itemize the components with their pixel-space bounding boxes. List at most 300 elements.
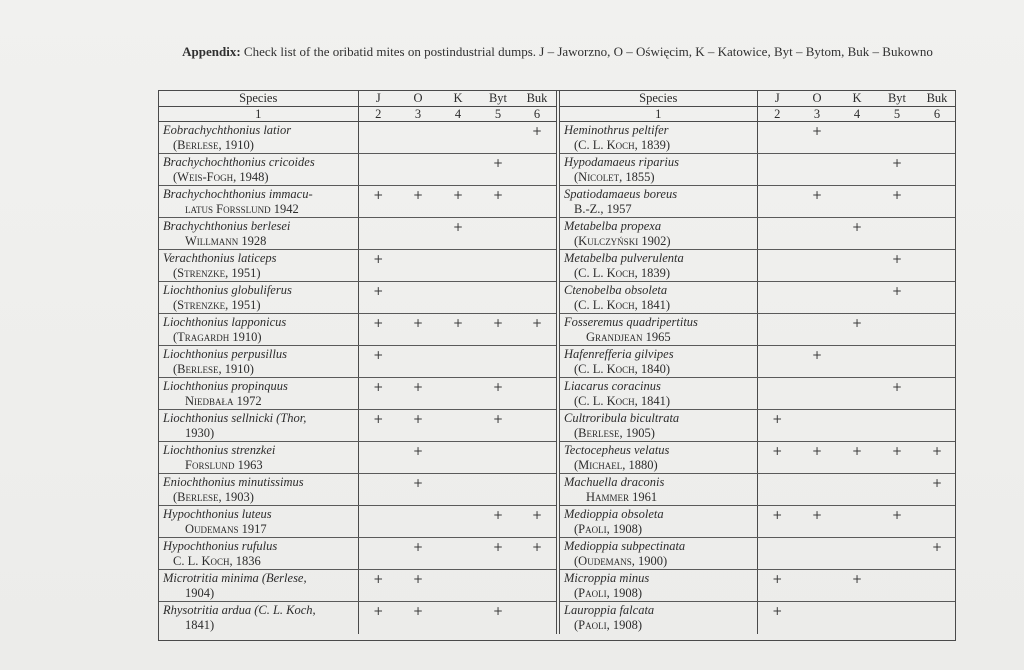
presence-mark xyxy=(438,154,478,186)
species-name: Liochthonius strenzkei xyxy=(163,443,276,457)
species-cell-left xyxy=(159,506,358,538)
caption-text: Check list of the oribatid mites on postindustrial dumps. J – Jaworzno, O – Oświęcim, K – Katowice, Byt – Bytom, Buk – Bukowno xyxy=(243,44,933,59)
presence-mark xyxy=(518,346,558,378)
species-cell-right xyxy=(558,250,757,282)
presence-mark xyxy=(398,346,438,378)
species-cell-right xyxy=(558,218,757,250)
species-name: Ctenobelba obsoleta xyxy=(564,283,668,297)
presence-mark: + xyxy=(412,604,424,618)
species-cell-left xyxy=(159,314,358,346)
table-row xyxy=(159,570,956,602)
presence-mark xyxy=(358,122,398,154)
presence-mark: + xyxy=(358,282,398,314)
presence-mark xyxy=(478,474,518,506)
table-row xyxy=(159,506,956,538)
presence-mark xyxy=(797,154,837,186)
presence-mark: + xyxy=(373,604,384,618)
caption-label: Appendix: xyxy=(182,44,241,59)
species-cell-left xyxy=(159,602,358,634)
presence-mark: + xyxy=(492,604,504,618)
presence-mark xyxy=(877,538,917,570)
species-name: Fosseremus quadripertitus xyxy=(564,315,698,329)
species-author: (Oudemans, 1900) xyxy=(574,554,668,568)
presence-mark xyxy=(757,186,797,218)
presence-mark: + xyxy=(917,474,956,506)
presence-mark xyxy=(358,442,398,474)
presence-mark: + xyxy=(478,314,518,346)
presence-mark: + xyxy=(877,442,917,474)
species-author: (Strenzke, 1951) xyxy=(173,266,261,280)
species-cell-right xyxy=(558,442,757,474)
species-author: (Michael, 1880) xyxy=(574,458,658,472)
presence-mark xyxy=(358,538,398,570)
presence-mark xyxy=(877,122,917,154)
species-author: (Berlese, 1910) xyxy=(173,138,254,152)
column-number-row xyxy=(159,107,956,122)
presence-mark xyxy=(518,186,558,218)
presence-mark xyxy=(877,218,917,250)
presence-mark xyxy=(917,602,956,634)
presence-mark xyxy=(797,602,837,634)
presence-mark xyxy=(877,570,917,602)
presence-mark xyxy=(917,314,956,346)
presence-mark xyxy=(797,378,837,410)
presence-mark xyxy=(438,602,478,634)
species-author: 1841) xyxy=(185,618,215,632)
col-num-4-left: 4 xyxy=(438,107,478,122)
presence-mark xyxy=(358,154,398,186)
presence-mark xyxy=(837,282,877,314)
species-name: Machuella draconis xyxy=(564,475,665,489)
species-author: 1930) xyxy=(185,426,215,440)
species-cell-left xyxy=(159,218,358,250)
species-author: (Berlese, 1910) xyxy=(173,362,254,376)
presence-mark xyxy=(438,474,478,506)
presence-mark xyxy=(358,474,398,506)
species-name: Liochthonius sellnicki (Thor, xyxy=(163,411,307,425)
header-site-byt-left: Byt xyxy=(478,91,518,107)
presence-mark: + xyxy=(398,410,438,442)
species-name: Metabelba pulverulenta xyxy=(564,251,684,265)
presence-mark xyxy=(398,154,438,186)
presence-mark: + xyxy=(877,186,917,218)
presence-mark xyxy=(757,346,797,378)
header-site-k-left: K xyxy=(438,91,478,107)
presence-mark xyxy=(757,474,797,506)
presence-mark xyxy=(438,538,478,570)
presence-mark: + xyxy=(797,346,837,378)
species-name: Hafenrefferia gilvipes xyxy=(564,347,674,361)
species-author: (Strenzke, 1951) xyxy=(173,298,261,312)
table-row xyxy=(159,378,956,410)
presence-mark xyxy=(757,378,797,410)
table-row xyxy=(159,250,956,282)
species-author: Niedbała 1972 xyxy=(185,394,262,408)
presence-mark xyxy=(398,250,438,282)
presence-mark: + xyxy=(478,154,518,186)
presence-mark xyxy=(757,218,797,250)
presence-mark xyxy=(837,250,877,282)
presence-mark: + xyxy=(398,570,438,602)
species-author: (C. L. Koch, 1839) xyxy=(574,138,671,152)
presence-mark xyxy=(438,122,478,154)
table-row xyxy=(159,410,956,442)
presence-mark xyxy=(478,282,518,314)
species-name: Liacarus coracinus xyxy=(564,379,661,393)
presence-mark: + xyxy=(478,186,518,218)
presence-mark xyxy=(797,538,837,570)
presence-mark xyxy=(518,570,558,602)
presence-mark xyxy=(438,410,478,442)
header-species-right: Species xyxy=(558,91,757,107)
species-author: Grandjean 1965 xyxy=(586,330,671,344)
presence-mark xyxy=(837,602,877,634)
species-author: (Berlese, 1905) xyxy=(574,426,655,440)
presence-mark: + xyxy=(917,442,956,474)
presence-mark xyxy=(398,282,438,314)
presence-mark: + xyxy=(398,538,438,570)
species-name: Cultroribula bicultrata xyxy=(564,411,680,425)
presence-mark xyxy=(757,250,797,282)
species-name: Lauroppia falcata xyxy=(564,603,655,617)
presence-mark xyxy=(917,218,956,250)
presence-mark xyxy=(518,218,558,250)
species-name: Eobrachychthonius latior xyxy=(163,123,292,137)
species-author: Hammer 1961 xyxy=(586,490,658,504)
col-num-1-right: 1 xyxy=(558,107,757,122)
presence-mark: + xyxy=(438,218,478,250)
table-caption xyxy=(150,43,965,60)
species-cell-right xyxy=(558,602,757,634)
presence-mark xyxy=(837,154,877,186)
presence-mark: + xyxy=(837,314,877,346)
species-author: (Nicolet, 1855) xyxy=(574,170,655,184)
table-body xyxy=(159,122,956,634)
presence-mark: + xyxy=(797,186,837,218)
species-name: Medioppia subpectinata xyxy=(564,539,686,553)
presence-mark xyxy=(917,570,956,602)
checklist-table xyxy=(159,91,956,634)
presence-mark: + xyxy=(797,442,837,474)
species-author: latus Forsslund 1942 xyxy=(185,202,299,216)
presence-mark xyxy=(837,506,877,538)
species-author: 1904) xyxy=(185,586,215,600)
presence-mark xyxy=(917,410,956,442)
presence-mark: + xyxy=(358,250,398,282)
table-row xyxy=(159,474,956,506)
presence-mark xyxy=(917,250,956,282)
presence-mark: + xyxy=(438,314,478,346)
presence-mark: + xyxy=(757,442,797,474)
species-cell-left xyxy=(159,154,358,186)
species-name: Verachthonius laticeps xyxy=(163,251,277,265)
presence-mark xyxy=(917,506,956,538)
presence-mark: + xyxy=(518,506,558,538)
presence-mark xyxy=(917,154,956,186)
header-species-left: Species xyxy=(159,91,358,107)
table-row xyxy=(159,218,956,250)
presence-mark xyxy=(837,186,877,218)
presence-mark: + xyxy=(797,122,837,154)
presence-mark xyxy=(518,602,558,634)
presence-mark xyxy=(478,250,518,282)
presence-mark xyxy=(877,410,917,442)
species-author: (Berlese, 1903) xyxy=(173,490,254,504)
presence-mark xyxy=(518,378,558,410)
species-cell-left xyxy=(159,442,358,474)
species-cell-right xyxy=(558,538,757,570)
presence-mark xyxy=(837,474,877,506)
presence-mark: + xyxy=(358,314,398,346)
header-site-k-right: K xyxy=(837,91,877,107)
presence-mark xyxy=(797,570,837,602)
presence-mark: + xyxy=(518,314,558,346)
species-name: Hypochthonius luteus xyxy=(163,507,272,521)
species-cell-right xyxy=(558,378,757,410)
presence-mark xyxy=(398,506,438,538)
presence-mark xyxy=(797,410,837,442)
presence-mark xyxy=(917,122,956,154)
species-cell-right xyxy=(558,122,757,154)
species-cell-left xyxy=(159,186,358,218)
species-cell-left xyxy=(159,474,358,506)
table-row xyxy=(159,186,956,218)
presence-mark xyxy=(757,314,797,346)
species-name: Brachychthonius berlesei xyxy=(163,219,291,233)
presence-mark xyxy=(797,282,837,314)
species-author: (Weis-Fogh, 1948) xyxy=(173,170,269,184)
header-site-j-right: J xyxy=(757,91,797,107)
presence-mark xyxy=(518,410,558,442)
presence-mark xyxy=(398,218,438,250)
species-name: Microppia minus xyxy=(564,571,650,585)
presence-mark xyxy=(917,378,956,410)
col-num-1-left: 1 xyxy=(159,107,358,122)
presence-mark: + xyxy=(917,538,956,570)
header-row xyxy=(159,91,956,107)
species-cell-left xyxy=(159,378,358,410)
presence-mark xyxy=(518,250,558,282)
presence-mark xyxy=(518,474,558,506)
species-name: Microtritia minima (Berlese, xyxy=(163,571,307,585)
species-author: (C. L. Koch, 1840) xyxy=(574,362,671,376)
species-cell-left xyxy=(159,570,358,602)
presence-mark: + xyxy=(398,442,438,474)
presence-mark xyxy=(797,474,837,506)
col-num-5-right: 5 xyxy=(877,107,917,122)
col-num-2-left: 2 xyxy=(358,107,398,122)
presence-mark xyxy=(877,474,917,506)
species-cell-right xyxy=(558,410,757,442)
species-cell-right xyxy=(558,282,757,314)
presence-mark xyxy=(518,442,558,474)
table-row xyxy=(159,602,956,634)
presence-mark xyxy=(398,122,438,154)
presence-mark: + xyxy=(478,410,518,442)
species-author: B.-Z., 1957 xyxy=(574,202,632,216)
species-name: Metabelba propexa xyxy=(564,219,662,233)
col-num-6-left: 6 xyxy=(518,107,558,122)
species-cell-right xyxy=(558,314,757,346)
presence-mark xyxy=(877,602,917,634)
presence-mark: + xyxy=(438,186,478,218)
species-author: (Kulczyński 1902) xyxy=(574,234,671,248)
species-author: (Paoli, 1908) xyxy=(574,618,643,632)
species-table xyxy=(158,90,956,641)
species-cell-left xyxy=(159,250,358,282)
species-name: Hypochthonius rufulus xyxy=(163,539,278,553)
presence-mark: + xyxy=(877,506,917,538)
species-cell-left xyxy=(159,122,358,154)
presence-mark: + xyxy=(398,474,438,506)
presence-mark xyxy=(837,410,877,442)
header-site-buk-left: Buk xyxy=(518,91,558,107)
presence-mark xyxy=(438,442,478,474)
presence-mark xyxy=(438,378,478,410)
species-author: (Tragardh 1910) xyxy=(173,330,262,344)
header-site-byt-right: Byt xyxy=(877,91,917,107)
header-site-buk-right: Buk xyxy=(917,91,956,107)
presence-mark: + xyxy=(518,122,558,154)
presence-mark xyxy=(518,282,558,314)
col-num-2-right: 2 xyxy=(757,107,797,122)
species-name: Medioppia obsoleta xyxy=(564,507,664,521)
col-num-3-left: 3 xyxy=(398,107,438,122)
species-author: (Paoli, 1908) xyxy=(574,522,643,536)
presence-mark: + xyxy=(358,378,398,410)
header-site-o-left: O xyxy=(398,91,438,107)
species-author: Forslund 1963 xyxy=(185,458,263,472)
species-cell-right xyxy=(558,506,757,538)
header-site-j-left: J xyxy=(358,91,398,107)
presence-mark xyxy=(797,314,837,346)
presence-mark xyxy=(478,442,518,474)
species-cell-right xyxy=(558,186,757,218)
presence-mark: + xyxy=(877,378,917,410)
presence-mark xyxy=(518,154,558,186)
species-cell-right xyxy=(558,570,757,602)
presence-mark: + xyxy=(757,410,797,442)
species-author: C. L. Koch, 1836 xyxy=(173,554,261,568)
presence-mark: + xyxy=(398,186,438,218)
presence-mark: + xyxy=(797,506,837,538)
species-cell-left xyxy=(159,282,358,314)
presence-mark xyxy=(757,122,797,154)
species-name: Tectocepheus velatus xyxy=(564,443,670,457)
species-name: Brachychochthonius cricoides xyxy=(163,155,315,169)
presence-mark xyxy=(877,314,917,346)
presence-mark: + xyxy=(478,538,518,570)
presence-mark xyxy=(757,282,797,314)
table-row xyxy=(159,314,956,346)
presence-mark: + xyxy=(358,410,398,442)
species-author: (C. L. Koch, 1839) xyxy=(574,266,671,280)
presence-mark xyxy=(438,346,478,378)
species-author: (Paoli, 1908) xyxy=(574,586,643,600)
species-author: Oudemans 1917 xyxy=(185,522,267,536)
species-cell-left xyxy=(159,410,358,442)
presence-mark: + xyxy=(478,506,518,538)
table-row xyxy=(159,538,956,570)
presence-mark: + xyxy=(478,378,518,410)
species-name: Liochthonius lapponicus xyxy=(163,315,287,329)
presence-mark xyxy=(797,250,837,282)
species-name: Liochthonius propinquus xyxy=(163,379,288,393)
species-name: Brachychochthonius immacu- xyxy=(163,187,313,201)
presence-mark: + xyxy=(772,604,783,618)
presence-mark: + xyxy=(398,378,438,410)
presence-mark xyxy=(358,218,398,250)
presence-mark xyxy=(438,282,478,314)
species-name: Heminothrus peltifer xyxy=(564,123,669,137)
presence-mark: + xyxy=(358,346,398,378)
presence-mark xyxy=(478,122,518,154)
presence-mark: + xyxy=(358,570,398,602)
presence-mark xyxy=(478,218,518,250)
presence-mark: + xyxy=(877,250,917,282)
presence-mark: + xyxy=(877,282,917,314)
table-row xyxy=(159,122,956,154)
species-cell-left xyxy=(159,538,358,570)
presence-mark xyxy=(438,250,478,282)
species-cell-right xyxy=(558,346,757,378)
presence-mark xyxy=(438,506,478,538)
species-name: Eniochthonius minutissimus xyxy=(163,475,304,489)
species-name: Spatiodamaeus boreus xyxy=(564,187,678,201)
presence-mark xyxy=(797,218,837,250)
presence-mark xyxy=(478,570,518,602)
species-cell-right xyxy=(558,474,757,506)
table-row xyxy=(159,346,956,378)
presence-mark xyxy=(478,346,518,378)
presence-mark: + xyxy=(398,314,438,346)
species-cell-right xyxy=(558,154,757,186)
presence-mark: + xyxy=(518,538,558,570)
species-name: Liochthonius globuliferus xyxy=(163,283,292,297)
species-cell-left xyxy=(159,346,358,378)
presence-mark xyxy=(877,346,917,378)
presence-mark xyxy=(358,506,398,538)
table-row xyxy=(159,442,956,474)
col-num-3-right: 3 xyxy=(797,107,837,122)
presence-mark xyxy=(438,570,478,602)
presence-mark: + xyxy=(757,506,797,538)
presence-mark: + xyxy=(877,154,917,186)
presence-mark: + xyxy=(837,570,877,602)
col-num-5-left: 5 xyxy=(478,107,518,122)
presence-mark: + xyxy=(757,570,797,602)
species-author: (C. L. Koch, 1841) xyxy=(574,394,671,408)
presence-mark xyxy=(757,538,797,570)
col-num-6-right: 6 xyxy=(917,107,956,122)
species-name: Rhysotritia ardua (C. L. Koch, xyxy=(163,603,316,617)
table-row xyxy=(159,282,956,314)
presence-mark: + xyxy=(837,442,877,474)
presence-mark xyxy=(837,378,877,410)
table-row xyxy=(159,154,956,186)
species-author: Willmann 1928 xyxy=(185,234,267,248)
presence-mark xyxy=(757,154,797,186)
presence-mark xyxy=(837,346,877,378)
presence-mark xyxy=(917,186,956,218)
col-num-4-right: 4 xyxy=(837,107,877,122)
presence-mark xyxy=(917,346,956,378)
species-name: Liochthonius perpusillus xyxy=(163,347,287,361)
presence-mark xyxy=(917,282,956,314)
presence-mark: + xyxy=(358,186,398,218)
presence-mark xyxy=(837,122,877,154)
header-site-o-right: O xyxy=(797,91,837,107)
